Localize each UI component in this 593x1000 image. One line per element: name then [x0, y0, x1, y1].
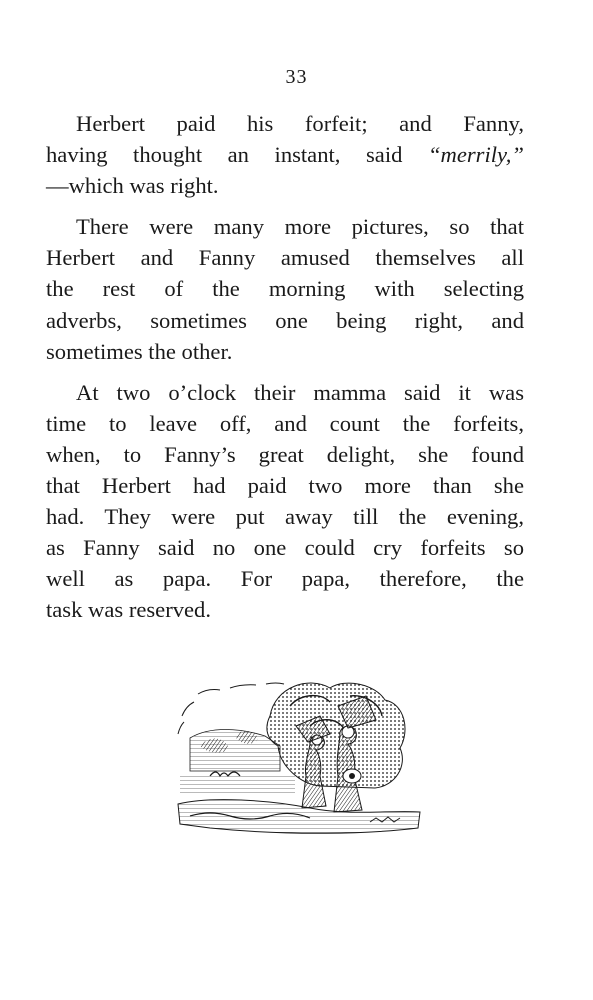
- text-line: had. They were put away till the evening,: [46, 504, 524, 530]
- text-line: There were many more pictures, so that: [76, 214, 524, 240]
- text-line: the rest of the morning with selecting: [46, 276, 524, 302]
- tree-foliage: [267, 683, 405, 788]
- paragraph-2: [46, 211, 524, 366]
- text-line: Herbert and Fanny amused themselves all: [46, 245, 524, 271]
- text-line: [46, 139, 524, 170]
- text-line: At two o’clock their mamma said it was: [76, 379, 524, 405]
- text-line: —which was right.: [46, 173, 219, 199]
- paragraph-3: [46, 377, 524, 626]
- text-fragment: having thought an instant, said: [46, 142, 428, 168]
- text-line: adverbs, sometimes one being right, and: [46, 307, 524, 333]
- paragraph-1: [46, 108, 524, 201]
- text-line: sometimes the other.: [46, 338, 233, 364]
- text-line: time to leave off, and count the forfeits,: [46, 410, 524, 436]
- text-line: as Fanny said no one could cry forfeits so: [46, 535, 524, 561]
- text-line: when, to Fanny’s great delight, she found: [46, 441, 524, 467]
- italic-word: “merrily,”: [427, 142, 524, 168]
- text-line: task was reserved.: [46, 597, 211, 623]
- page-number: 33: [285, 66, 308, 88]
- text-line: that Herbert had paid two more than she: [46, 473, 524, 499]
- foreground-ground: [178, 800, 420, 834]
- text-line: Herbert paid his forfeit; and Fanny,: [76, 111, 524, 136]
- text-line: well as papa. For papa, therefore, the: [46, 566, 524, 592]
- woodcut-illustration-icon: [170, 676, 422, 842]
- body-text: [46, 108, 524, 636]
